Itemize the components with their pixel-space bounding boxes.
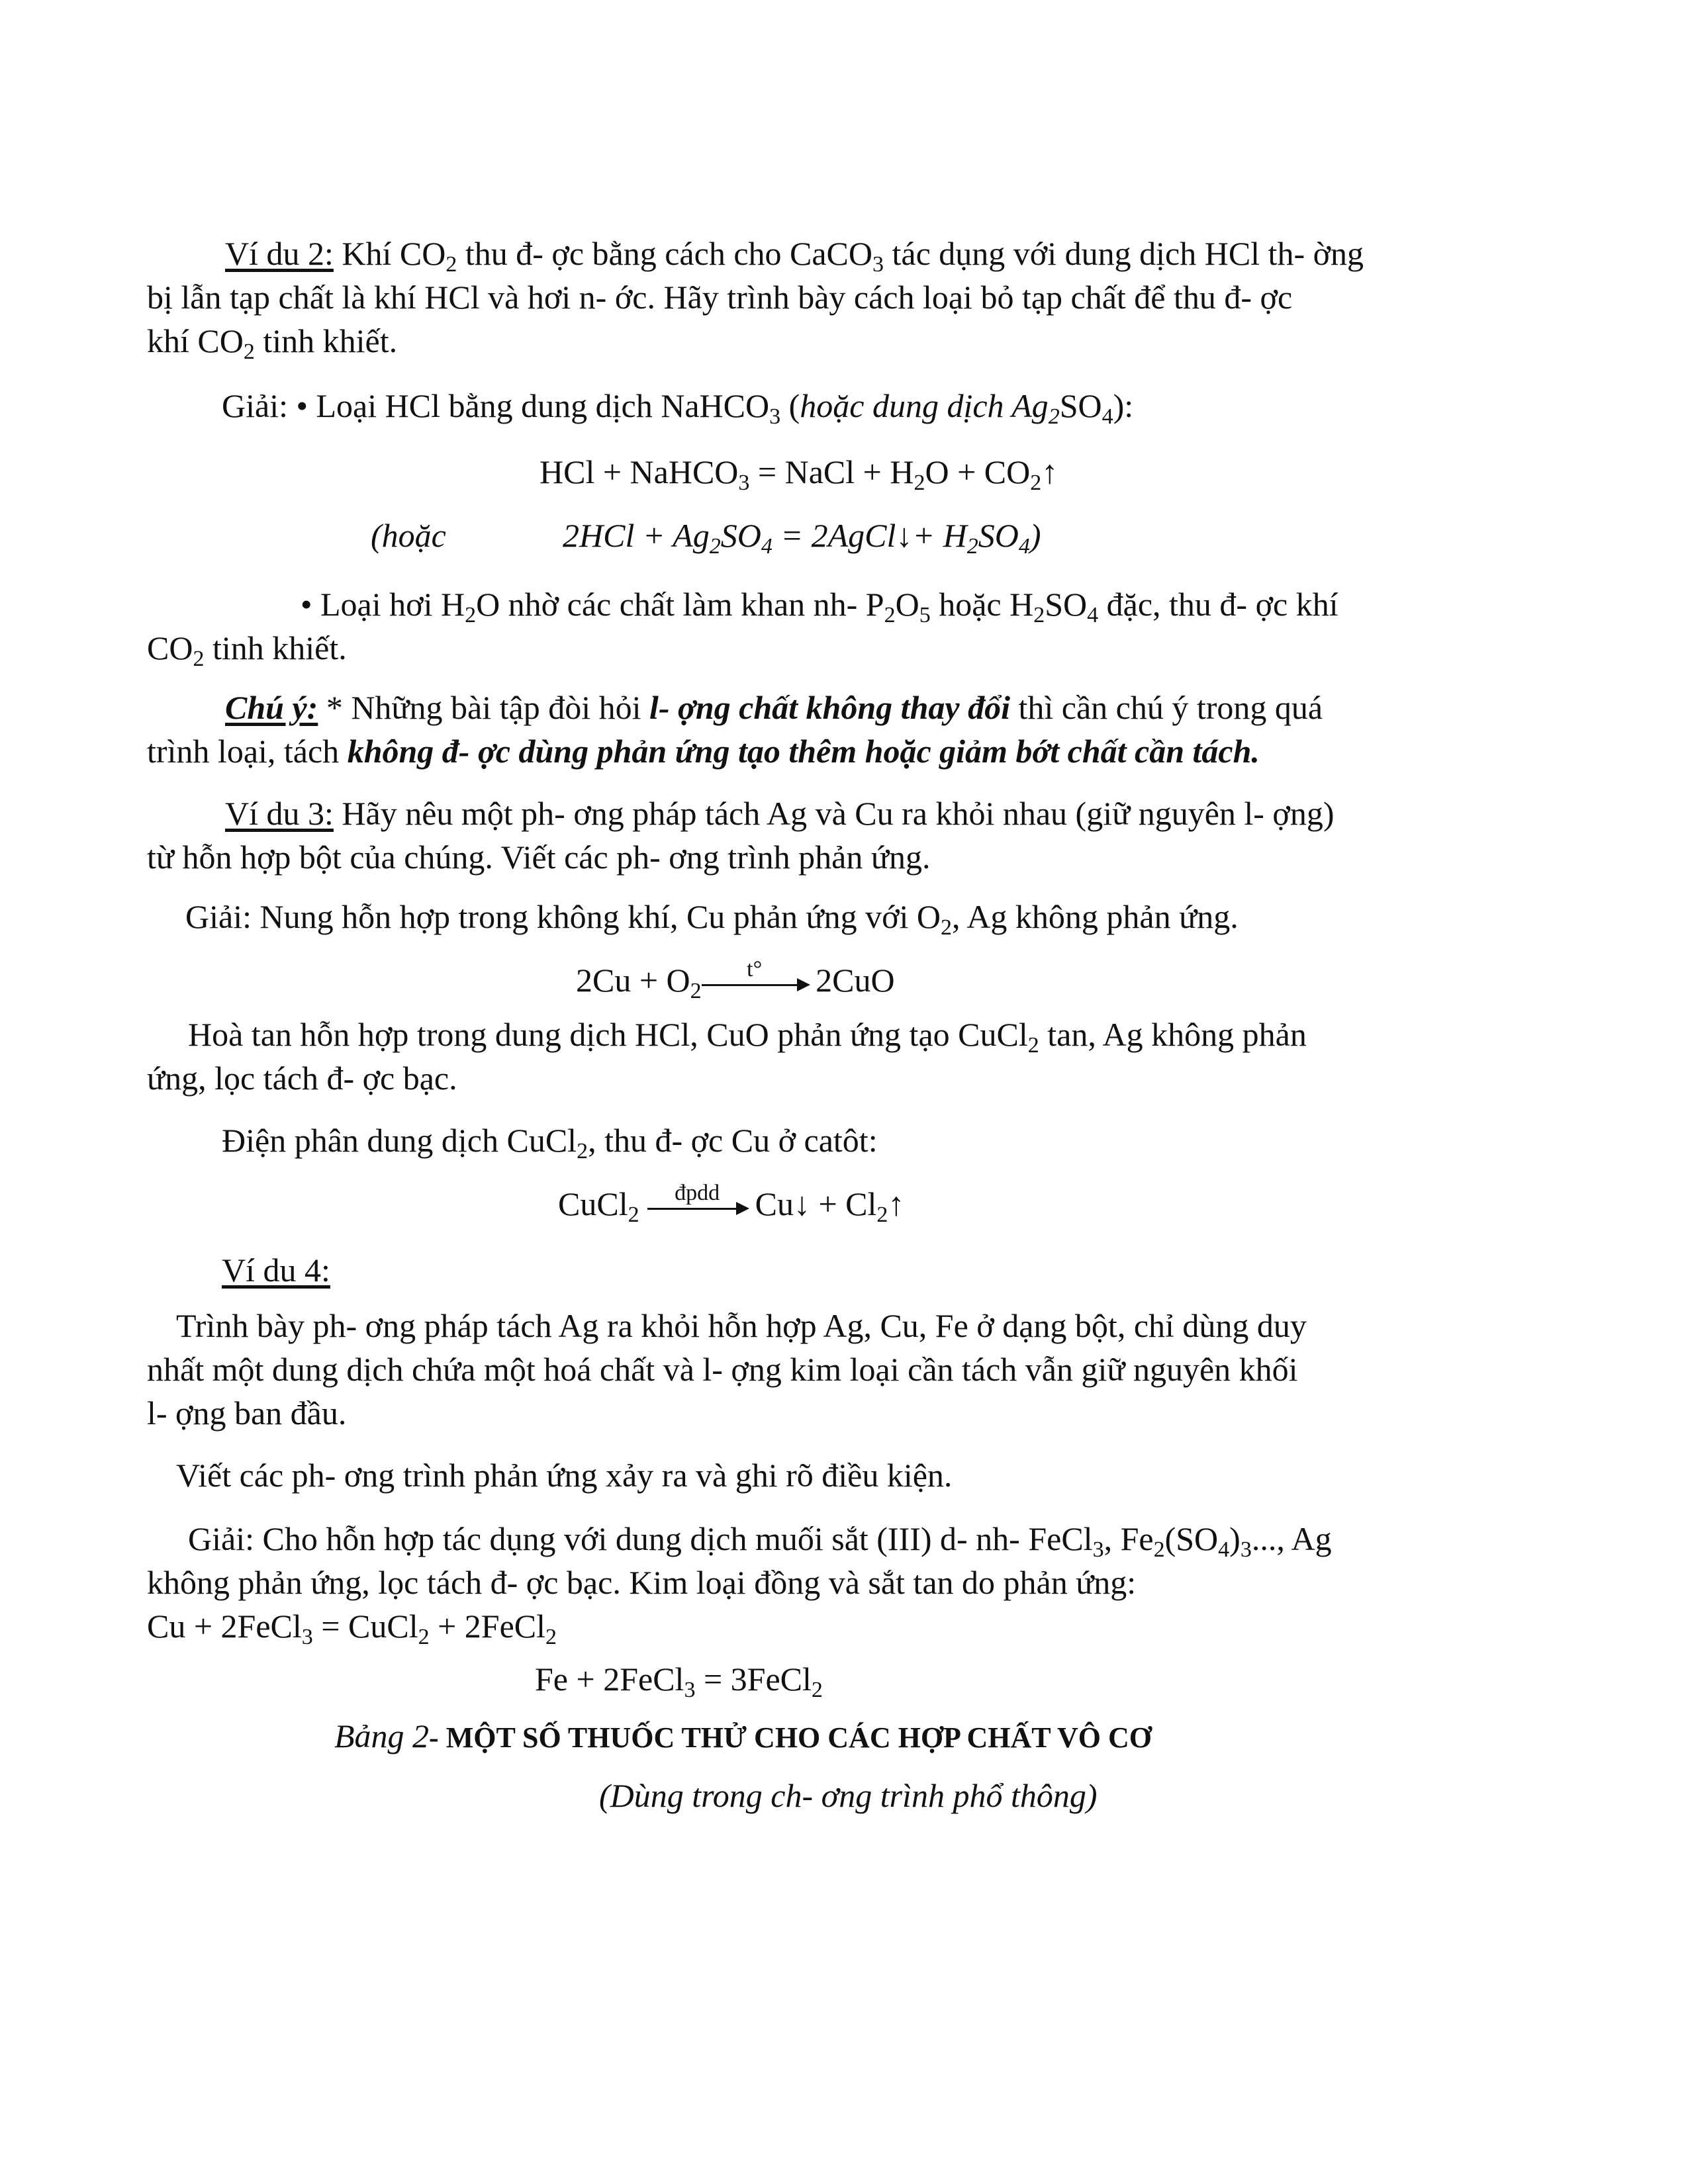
equation-cucl2-electrolysis: CuCl$_2$ đpdd Cu↓ + $Cl_2↑$ bbox=[558, 1181, 905, 1227]
example-3-electrolysis: Điện phân dung dịch CuCl$_2$, thu đ- ợc Cu ở catôt: bbox=[222, 1122, 878, 1163]
equation-fe-fecl3: Fe + 2FeCl$_3$ = 3FeCl$_2$ bbox=[535, 1661, 823, 1702]
example-3-dissolve: Hoà tan hỗn hợp trong dung dịch HCl, CuO phản ứng tạo CuCl$_2$ tan, Ag không phản ứng, lọc tách đ- ợc bạc. bbox=[147, 1016, 1307, 1097]
electrolysis-arrow: đpdd bbox=[647, 1205, 747, 1210]
equation-alternative-open: (hoặc bbox=[371, 517, 446, 554]
example-4-solution: Giải: Cho hỗn hợp tác dụng với dung dịch muối sắt (III) d- nh- FeCl$_3$, $Fe_2(SO_4)_3$..., Ag không phản ứng, lọc tách đ- ợc bạc. Kim loại đồng và sắt tan do phản ứng: Cu + 2FeCl$_3$ = CuCl$_2$ + 2FeCl$_2$ bbox=[147, 1520, 1332, 1649]
example-2-question: Ví du 2: Khí $CO_2$ thu đ- ợc bằng cách cho CaCO$_3$ tác dụng với dung dịch HCl th- ờng bị lẫn tạp chất là khí HCl và hơi n- ớc. Hãy trình bày cách loại bỏ tạp chất để thu đ- ợc khí $CO_2$ tinh khiết. bbox=[147, 235, 1364, 364]
heat-reaction-arrow: t° bbox=[702, 981, 808, 986]
gas-up-arrow: ↑ bbox=[1041, 453, 1058, 490]
table-2-heading: Bảng 2- MỘT SỐ THUỐC THỬ CHO CÁC HỢP CHẤT VÔ CƠ bbox=[334, 1717, 1152, 1754]
note-label: Chú ý: bbox=[225, 689, 318, 726]
example-4-question: Trình bày ph- ơng pháp tách Ag ra khỏi hỗn hợp Ag, Cu, Fe ở dạng bột, chỉ dùng duy nhất một dung dịch chứa một hoá chất và l- ợng kim loại cần tách vẫn giữ nguyên khối l- ợng ban đầu. bbox=[147, 1307, 1307, 1432]
example-3-label: Ví du 3: bbox=[225, 795, 334, 832]
example-4-instruction: Viết các ph- ơng trình phản ứng xảy ra và ghi rõ điều kiện. bbox=[176, 1457, 953, 1494]
example-2-label: Ví du 2: bbox=[225, 235, 334, 272]
example-3-solution-step1: Giải: Nung hỗn hợp trong không khí, Cu phản ứng với $O_2$, Ag không phản ứng. bbox=[185, 898, 1239, 940]
example-4-label: Ví du 4: bbox=[222, 1251, 330, 1289]
note-paragraph: Chú ý: * Những bài tập đòi hỏi l- ợng chất không thay đổi thì cần chú ý trong quá trình loại, tách không đ- ợc dùng phản ứng tạo thêm hoặc giảm bớt chất cần tách. bbox=[147, 689, 1323, 770]
example-3-question: Ví du 3: Hãy nêu một ph- ơng pháp tách Ag và Cu ra khỏi nhau (giữ nguyên l- ợng) từ hỗn hợp bột của chúng. Viết các ph- ơng trình phản ứng. bbox=[147, 795, 1335, 876]
equation-hcl-ag2so4: $2HCl + Ag_2SO_4$ = 2AgCl↓+ $H_2SO_4$) bbox=[563, 517, 1041, 559]
example-2-water-removal: • Loại hơi $H_2O$ nhờ các chất làm khan nh- $P_2O_5$ hoặc $H_2SO_4$ đặc, thu đ- ợc khí $CO_2$ tinh khiết. bbox=[147, 586, 1338, 671]
equation-cu-oxidation: $2Cu + O_2$ t° 2CuO bbox=[576, 957, 895, 1003]
table-2-subtitle: (Dùng trong ch- ơng trình phổ thông) bbox=[599, 1777, 1098, 1814]
equation-hcl-nahco3: HCl + NaHCO$_3$ = NaCl + $H_2O$ + $CO_2↑$ bbox=[539, 453, 1058, 495]
example-2-solution-intro: Giải: • Loại HCl bằng dung dịch NaHCO$_3$ (hoặc dung dịch $Ag_2SO_4$): bbox=[222, 387, 1134, 429]
